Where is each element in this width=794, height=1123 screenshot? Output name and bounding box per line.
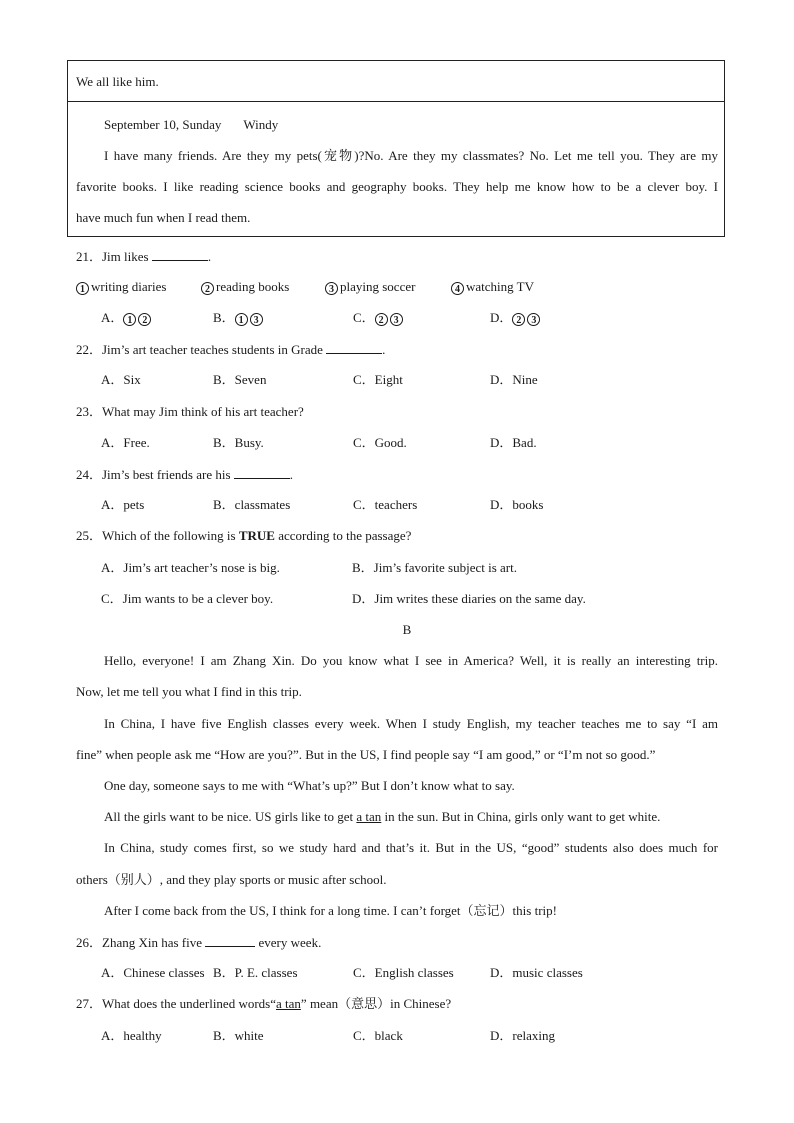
answer-blank[interactable]: [152, 248, 208, 261]
question-26-tail: every week.: [255, 935, 322, 950]
q24-option-c[interactable]: C．teachers: [353, 497, 418, 512]
q21-item-4: [451, 279, 534, 295]
question-26: [76, 934, 321, 951]
option-label: B．: [213, 310, 235, 325]
q26-option-d[interactable]: D．music classes: [490, 965, 583, 980]
q27-option-d[interactable]: D．relaxing: [490, 1028, 555, 1043]
question-22-tail: .: [382, 342, 386, 357]
circled-number: 2: [201, 282, 214, 295]
diary-date-line: [104, 117, 278, 133]
q21-item-2: [201, 279, 289, 295]
q22-option-c[interactable]: C．Eight: [353, 372, 403, 387]
passage-b-p4-text-end: in the sun. But in China, girls only want to get white.: [381, 809, 661, 824]
q21-item-text: writing diaries: [91, 279, 167, 294]
question-27-stem: 27．What does the underlined words“: [76, 996, 277, 1011]
question-25: [76, 528, 411, 544]
q21-option-d[interactable]: [490, 310, 542, 326]
q21-option-c[interactable]: [353, 310, 405, 326]
q21-option-a[interactable]: [101, 310, 153, 326]
answer-blank[interactable]: [205, 934, 255, 947]
diary-top-line: We all like him.: [68, 61, 724, 102]
q26-option-c[interactable]: C．English classes: [353, 965, 454, 980]
option-label: C．: [353, 310, 375, 325]
diary-line-3: have much fun when I read them.: [76, 210, 251, 225]
question-26-stem: 26．Zhang Xin has five: [76, 935, 206, 950]
q24-option-d[interactable]: D．books: [490, 497, 544, 512]
passage-b-p2-line1: In China, I have five English classes every week. When I study English, my teacher teaches me to say “I am: [104, 716, 718, 731]
q21-item-1: [76, 279, 166, 295]
diary-date: September 10, Sunday: [104, 117, 222, 132]
question-23: 23．What may Jim think of his art teacher?: [76, 404, 304, 419]
question-27-stem-end: ” mean（意思）in Chinese?: [300, 996, 452, 1011]
q27-option-a[interactable]: A．healthy: [101, 1028, 162, 1043]
answer-blank[interactable]: [326, 341, 382, 354]
passage-b-p5-line2: others（别人）, and they play sports or music after school.: [76, 872, 387, 887]
question-21-tail: .: [207, 249, 212, 264]
q22-option-b[interactable]: B．Seven: [213, 372, 267, 387]
q23-option-d[interactable]: D．Bad.: [490, 435, 537, 450]
q25-option-d[interactable]: D．Jim writes these diaries on the same day.: [352, 591, 586, 606]
q21-item-text: reading books: [216, 279, 290, 294]
circled-number: 2: [512, 313, 525, 326]
passage-b-p5-line1: In China, study comes first, so we study hard and that’s it. But in the US, “good” students also does much for: [104, 840, 718, 855]
diary-weather: Windy: [243, 117, 279, 132]
q27-option-c[interactable]: C．black: [353, 1028, 403, 1043]
question-24-stem: 24．Jim’s best friends are his: [76, 467, 234, 482]
passage-b-p4-text: All the girls want to be nice. US girls like to get: [104, 809, 357, 824]
passage-b-p1-line2: Now, let me tell you what I find in this trip.: [76, 684, 302, 699]
underlined-phrase: a tan: [356, 809, 382, 824]
question-27: [76, 996, 451, 1012]
question-22-stem: 22．Jim’s art teacher teaches students in Grade: [76, 342, 327, 357]
circled-number: 1: [235, 313, 248, 326]
passage-b-p4: [104, 809, 660, 825]
q21-item-text: playing soccer: [340, 279, 416, 294]
circled-number: 3: [250, 313, 263, 326]
option-label: A．: [101, 310, 124, 325]
q25-option-c[interactable]: C．Jim wants to be a clever boy.: [101, 591, 274, 606]
q25-option-a[interactable]: A．Jim’s art teacher’s nose is big.: [101, 560, 280, 575]
passage-b-p1-line1: Hello, everyone! I am Zhang Xin. Do you know what I see in America? Well, it is really an interesting trip.: [104, 653, 718, 668]
question-25-stem-end: according to the passage?: [274, 528, 412, 543]
q24-option-a[interactable]: A．pets: [101, 497, 145, 512]
circled-number: 3: [325, 282, 338, 295]
underlined-phrase: a tan: [276, 996, 301, 1011]
q27-option-b[interactable]: B．white: [213, 1028, 264, 1043]
passage-b-p3: One day, someone says to me with “What’s up?” But I don’t know what to say.: [104, 778, 515, 793]
circled-number: 3: [390, 313, 403, 326]
answer-blank[interactable]: [234, 466, 290, 479]
q21-item-3: [325, 279, 415, 295]
passage-b-p2-line2: fine” when people ask me “How are you?”. But in the US, I find people say “I am good,” or “I’m not so good.”: [76, 747, 656, 762]
question-21-stem: 21．Jim likes: [76, 249, 152, 264]
question-21: [76, 248, 211, 265]
circled-number: 4: [451, 282, 464, 295]
q22-option-a[interactable]: A．Six: [101, 372, 141, 387]
q23-option-a[interactable]: A．Free.: [101, 435, 150, 450]
passage-b-p6: After I come back from the US, I think for a long time. I can’t forget（忘记）this trip!: [104, 903, 557, 918]
circled-number: 1: [76, 282, 89, 295]
option-label: D．: [490, 310, 513, 325]
q23-option-c[interactable]: C．Good.: [353, 435, 407, 450]
q23-option-b[interactable]: B．Busy.: [213, 435, 264, 450]
q25-option-b[interactable]: B．Jim’s favorite subject is art.: [352, 560, 518, 575]
q21-option-b[interactable]: [213, 310, 265, 326]
circled-number: 1: [123, 313, 136, 326]
question-25-emphasis: TRUE: [238, 528, 275, 543]
question-24-tail: .: [289, 467, 294, 482]
q22-option-d[interactable]: D．Nine: [490, 372, 538, 387]
q26-option-b[interactable]: B．P. E. classes: [213, 965, 298, 980]
circled-number: 3: [527, 313, 540, 326]
q26-option-a[interactable]: A．Chinese classes: [101, 965, 205, 980]
passage-b-heading: B: [402, 622, 412, 637]
q24-option-b[interactable]: B．classmates: [213, 497, 291, 512]
circled-number: 2: [138, 313, 151, 326]
question-25-stem: 25．Which of the following is: [76, 528, 239, 543]
diary-line-1: I have many friends. Are they my pets(宠物)?No. Are they my classmates? No. Let me tell you. They are my: [104, 148, 718, 163]
diary-line-2: favorite books. I like reading science books and geography books. They help me know how to be a clever boy. I: [76, 179, 718, 194]
circled-number: 2: [375, 313, 388, 326]
question-22: [76, 341, 385, 358]
question-24: [76, 466, 293, 483]
q21-item-text: watching TV: [466, 279, 534, 294]
